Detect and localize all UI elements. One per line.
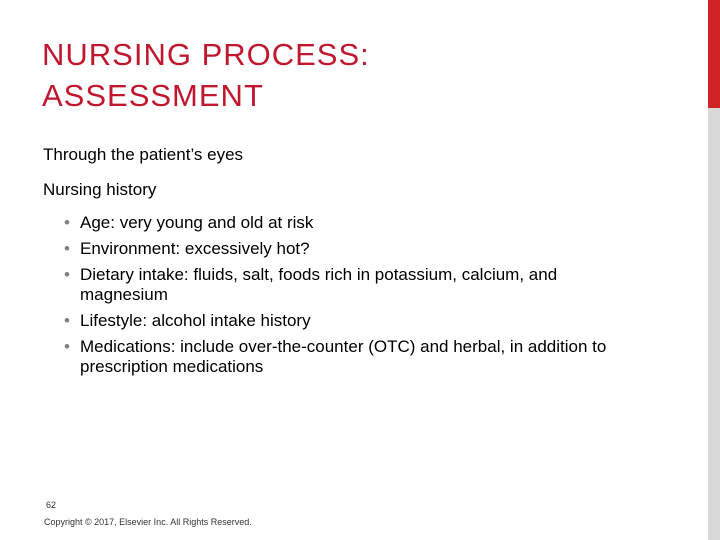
bullet-text: Medications: include over-the-counter (OTC) and herbal, in addition to prescription medications: [80, 337, 607, 376]
bullet-item-age: [58, 213, 618, 233]
bullet-item-lifestyle: [58, 311, 618, 331]
accent-bar-bottom: [708, 108, 720, 540]
bullet-text: Dietary intake: fluids, salt, foods rich in potassium, calcium, and magnesium: [80, 265, 558, 304]
title-line-2: ASSESSMENT: [42, 78, 264, 113]
accent-bar-top: [708, 0, 720, 108]
bullet-text: Lifestyle: alcohol intake history: [80, 311, 311, 330]
bullet-icon: •: [64, 213, 70, 232]
bullet-item-dietary-intake: [58, 265, 618, 305]
subheading-nursing-history: Nursing history: [43, 180, 157, 199]
bullet-icon: •: [64, 311, 70, 330]
bullet-item-environment: [58, 239, 618, 259]
subheading-patient-eyes: Through the patient’s eyes: [43, 145, 244, 164]
bullet-text: Age: very young and old at risk: [80, 213, 314, 232]
bullet-icon: •: [64, 239, 70, 258]
copyright-notice: Copyright © 2017, Elsevier Inc. All Rights Reserved.: [44, 517, 252, 527]
bullet-list: [58, 213, 618, 383]
title-line-1: NURSING PROCESS:: [42, 37, 370, 72]
bullet-item-medications: [58, 337, 618, 377]
slide-title: [42, 34, 662, 116]
bullet-icon: •: [64, 337, 70, 356]
slide-number: 62: [46, 500, 57, 510]
bullet-text: Environment: excessively hot?: [80, 239, 310, 258]
bullet-icon: •: [64, 265, 70, 284]
